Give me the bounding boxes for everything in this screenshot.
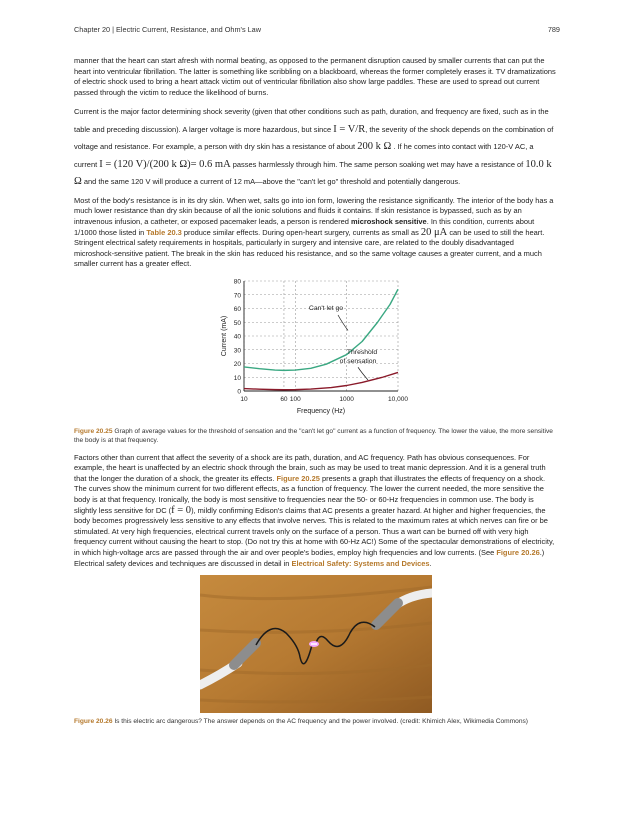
y-tick-label: 80 [233, 278, 241, 286]
chapter-title: Chapter 20 | Electric Current, Resistance, and Ohm's Law [74, 25, 262, 34]
y-tick-label: 20 [233, 361, 241, 369]
x-tick-label: 100 [289, 396, 301, 404]
y-tick-label: 10 [233, 374, 241, 382]
annotation-cant-let-go: Can't let go [308, 304, 344, 312]
math-dry-resistance: 200 k Ω [357, 141, 392, 153]
math-wet-resistance: 10.0 k Ω [74, 158, 552, 188]
link-table-20-3[interactable]: Table 20.3 [146, 227, 182, 237]
paragraph-1: manner that the heart can start afresh with normal beating, as opposed to the permanent disruption caused by smaller currents that can put the heart into ventricular fibrillation. The latter is something like scribbling on a blackboard, whereas the former completely erases it. TV dramatizations of electric shock used to bring a heart attack victim out of ventricular fibrillation also show large paddles. These are used to spread out current passed through the victim to reduce the likelihood of burns. [74, 56, 556, 97]
page-content [74, 56, 556, 734]
y-tick-label: 30 [233, 347, 241, 355]
figure-20-25-caption: Figure 20.25 Graph of average values for the threshold of sensation and the "can't let go" current as a function of frequency. The lower the value, the more sensitive the body is at that frequency. [74, 428, 553, 444]
term-microshock: microshock sensitive [351, 217, 427, 227]
figure-20-25-label: Figure 20.25 [74, 428, 113, 436]
page-header [74, 25, 560, 34]
math-current-calc: I = (120 V)/(200 k Ω)= 0.6 mA [99, 158, 231, 170]
figure-20-25-chart [74, 275, 556, 425]
link-electrical-safety[interactable]: Electrical Safety: Systems and Devices [291, 558, 430, 568]
y-tick-label: 0 [237, 388, 241, 396]
math-f-zero: f = 0 [171, 504, 192, 516]
frequency-current-chart [220, 275, 440, 425]
y-tick-label: 60 [233, 306, 241, 314]
paragraph-3: Most of the body's resistance is in its dry skin. When wet, salts go into ion form, lowering the resistance significantly. The interior of the body has a much lower resistance than dry skin because of all the ionic solutions and fluids it contains. If skin resistance is bypassed, such as by an intravenous infusion, a catheter, or exposed pacemaker leads, a person is rendered microshock sensitive. In this condition, currents about 1/1000 those listed in Table 20.3 produce similar effects. During open-heart surgery, currents as small as 20 μA can be used to still the heart. Stringent electrical safety requirements in hospitals, particularly in surgery and intensive care, are related to the doubly disadvantaged microshock-sensitive patient. The break in the skin has reduced his resistance, and so the same voltage causes a greater current, and a much smaller current has a greater effect. [74, 195, 554, 269]
figure-20-26-caption: Figure 20.26 Is this electric arc dangerous? The answer depends on the AC frequency and the power involved. (credit: Khimich Alex, Wikimedia Commons) [74, 718, 528, 726]
x-axis-label: Frequency (Hz) [296, 408, 346, 416]
page-number: 789 [547, 25, 560, 34]
y-tick-label: 40 [233, 333, 241, 341]
electric-arc-photo [200, 575, 432, 713]
figure-20-26-label: Figure 20.26 [74, 718, 113, 726]
threshold-of-sensation-curve [244, 372, 398, 389]
x-tick-label: 60 [280, 396, 288, 404]
y-tick-label: 70 [233, 292, 241, 300]
x-tick-label: 1000 [339, 396, 354, 404]
annotation-of-sensation: of sensation [339, 357, 377, 365]
figure-20-26-photo [200, 575, 432, 713]
x-tick-label: 10 [240, 396, 248, 404]
link-figure-20-26[interactable]: Figure 20.26 [496, 547, 540, 557]
annotation-pointer-threshold [358, 367, 368, 380]
y-axis-label: Current (mA) [221, 315, 228, 357]
paragraph-4: Factors other than current that affect the severity of a shock are its path, duration, and AC frequency. Path has obvious consequences. For example, the heart is unaffected by an electric shock through the brain, such as may be used to treat manic depression. And it is a general truth that the longer the duration of a shock, the greater its effects. Figure 20.25 presents a graph that illustrates the effects of frequency on a shock. The curves show the minimum current for two different effects, as a function of frequency. The lower the current needed, the more sensitive the body is at that frequency. Ironically, the body is most sensitive to frequencies near the 50- or 60-Hz frequencies in common use. The body is slightly less sensitive for DC (f = 0), mildly confirming Edison's claims that AC presents a greater hazard. At higher and higher frequencies, the body becomes progressively less sensitive to any effects that involve nerves. This is related to the maximum rates at which nerves can fire or be stimulated. At very high frequencies, electrical current travels only on the surface of a person. Thus a wart can be burned off with very high frequency current without causing the heart to stop. (Do not try this at home with 60-Hz AC!) Some of the spectacular demonstrations of electricity, in which high-voltage arcs are passed through the air and over people's bodies, employ high frequencies and low currents. (See Figure 20.26.) Electrical safety devices and techniques are discussed in detail in Electrical Safety: Systems and Devices. [74, 452, 555, 568]
math-20-microamp: 20 μA [420, 226, 448, 238]
annotation-threshold: Threshold [346, 348, 378, 356]
link-figure-20-25[interactable]: Figure 20.25 [276, 473, 320, 483]
x-tick-label: 10,000 [388, 396, 408, 404]
paragraph-2: Current is the major factor determining shock severity (given that other conditions such as path, duration, and frequency are fixed, such as in the table and preceding discussion). A larger voltage is more hazardous, but since I = V/R, the severity of the shock depends on the combination of voltage and resistance. For example, a person with dry skin has a resistance of about 200 k Ω . If he comes into contact with 120-V AC, a current I = (120 V)/(200 k Ω)= 0.6 mA passes harmlessly through him. The same person soaking wet may have a resistance of 10.0 k Ω and the same 120 V will produce a current of 12 mA—above the "can't let go" threshold and potentially dangerous. [74, 107, 554, 188]
y-tick-label: 50 [233, 319, 241, 327]
math-ohms-law: I = V/R [333, 123, 366, 135]
